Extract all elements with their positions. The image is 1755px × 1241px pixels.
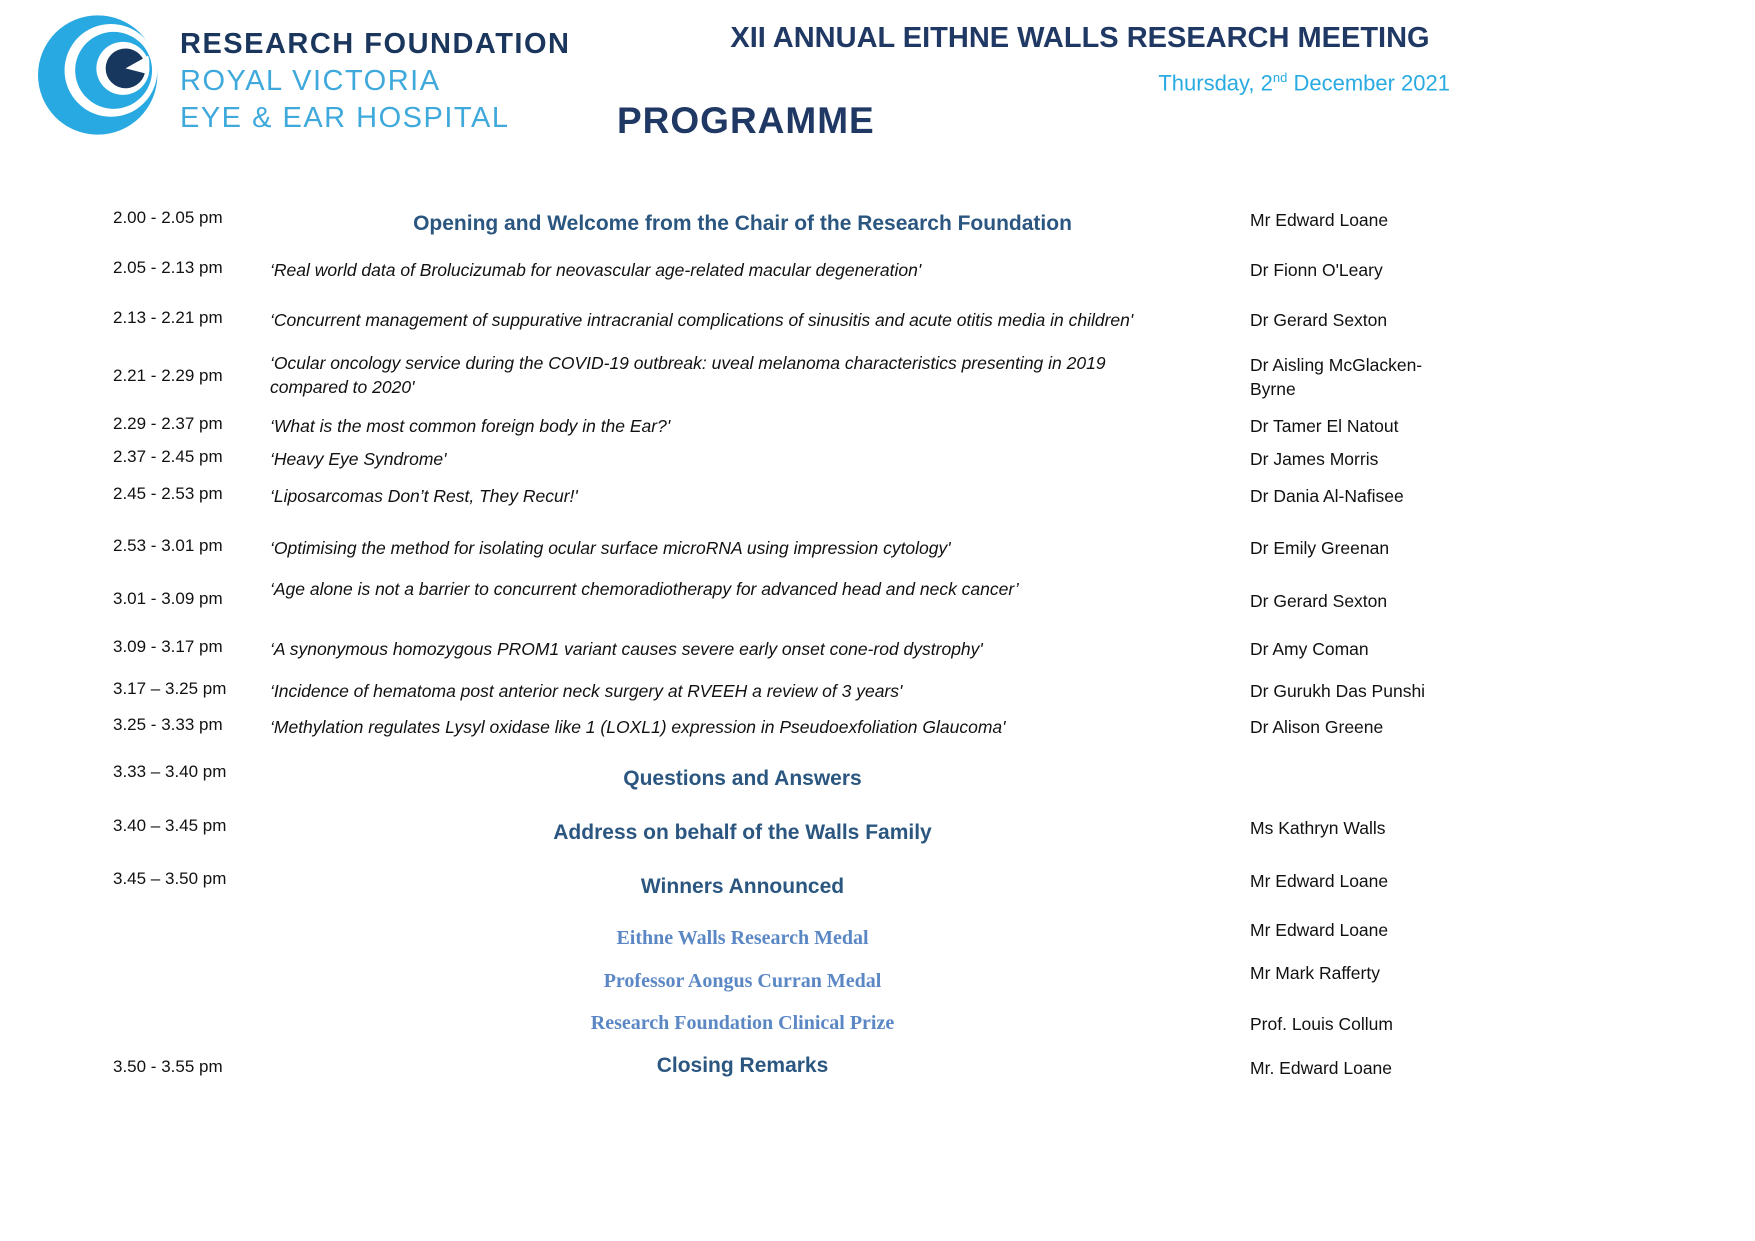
time-slot: 2.13 - 2.21 pm [113, 308, 223, 327]
talk-title: ‘Optimising the method for isolating ocular surface microRNA using impression cytology' [270, 538, 951, 558]
speaker-name: Dr Aisling McGlacken-Byrne [1250, 355, 1423, 399]
talk-title-line1: ‘Ocular oncology service during the COVID-19 outbreak: uveal melanoma characteristics presenting in 2019 [270, 353, 1106, 373]
event-date [1000, 70, 1450, 96]
programme-heading: PROGRAMME [617, 100, 875, 141]
time-slot: 3.25 - 3.33 pm [113, 715, 223, 734]
speaker-name: Mr Edward Loane [1250, 871, 1389, 891]
speaker-name: Mr Edward Loane [1250, 920, 1389, 940]
time-slot: 2.00 - 2.05 pm [113, 208, 223, 227]
talk-title: ‘Real world data of Brolucizumab for neovascular age-related macular degeneration' [270, 260, 922, 280]
speaker-name: Dr Gerard Sexton [1250, 310, 1388, 330]
event-date-ordinal: nd [1272, 70, 1288, 85]
speaker-name: Ms Kathryn Walls [1250, 818, 1386, 838]
session-title: Address on behalf of the Walls Family [553, 821, 932, 844]
talk-title [270, 351, 1215, 399]
time-slot: 3.01 - 3.09 pm [113, 589, 223, 608]
time-slot: 2.21 - 2.29 pm [113, 366, 223, 385]
speaker-name: Dr Emily Greenan [1250, 538, 1390, 558]
event-date-suffix: December 2021 [1287, 70, 1450, 96]
speaker-name: Dr Gerard Sexton [1250, 591, 1388, 611]
page-title: XII ANNUAL EITHNE WALLS RESEARCH MEETING [730, 22, 1430, 54]
logo-line-royal-victoria: ROYAL VICTORIA [180, 65, 441, 97]
talk-title: ‘Incidence of hematoma post anterior neck surgery at RVEEH a review of 3 years' [270, 681, 903, 701]
award-title: Professor Aongus Curran Medal [603, 970, 882, 992]
session-title: Closing Remarks [656, 1054, 829, 1077]
time-slot: 3.45 – 3.50 pm [113, 869, 227, 888]
session-title: Winners Announced [640, 875, 845, 898]
time-slot: 2.53 - 3.01 pm [113, 536, 223, 555]
speaker-name: Dr Fionn O'Leary [1250, 260, 1383, 280]
speaker-name: Dr Dania Al-Nafisee [1250, 486, 1404, 506]
event-date-prefix: Thursday, 2 [1158, 70, 1273, 96]
time-slot: 2.37 - 2.45 pm [113, 447, 223, 466]
time-slot: 3.17 – 3.25 pm [113, 679, 227, 698]
talk-title: ‘A synonymous homozygous PROM1 variant causes severe early onset cone-rod dystrophy' [270, 639, 983, 659]
time-slot: 2.05 - 2.13 pm [113, 258, 223, 277]
eye-logo-icon [34, 14, 172, 141]
logo-line-eye-ear-hospital: EYE & EAR HOSPITAL [180, 102, 510, 134]
talk-title-line2: compared to 2020' [270, 377, 415, 397]
talk-title: ‘What is the most common foreign body in the Ear?' [270, 416, 671, 436]
speaker-name: Mr Edward Loane [1250, 210, 1389, 230]
speaker-name: Mr Mark Rafferty [1250, 963, 1380, 983]
talk-title: ‘Liposarcomas Don’t Rest, They Recur!' [270, 486, 578, 506]
speaker-name: Dr James Morris [1250, 449, 1379, 469]
award-title: Research Foundation Clinical Prize [590, 1012, 895, 1034]
logo-line-research-foundation: RESEARCH FOUNDATION [180, 28, 571, 60]
award-title: Eithne Walls Research Medal [616, 927, 869, 949]
talk-title: ‘Heavy Eye Syndrome' [270, 449, 447, 469]
speaker-name: Dr Gurukh Das Punshi [1250, 681, 1426, 701]
speaker-name: Prof. Louis Collum [1250, 1014, 1393, 1034]
time-slot: 3.09 - 3.17 pm [113, 637, 223, 656]
speaker-name: Dr Amy Coman [1250, 639, 1369, 659]
talk-title: ‘Methylation regulates Lysyl oxidase like 1 (LOXL1) expression in Pseudoexfoliation Glaucoma' [270, 717, 1006, 737]
speaker-name: Dr Alison Greene [1250, 717, 1384, 737]
time-slot: 3.50 - 3.55 pm [113, 1057, 223, 1076]
time-slot: 3.33 – 3.40 pm [113, 762, 227, 781]
speaker-name: Mr. Edward Loane [1250, 1058, 1393, 1078]
talk-title: ‘Concurrent management of suppurative intracranial complications of sinusitis and acute otitis media in children' [270, 310, 1134, 330]
speaker-name: Dr Tamer El Natout [1250, 416, 1399, 436]
logo-wordmark [180, 26, 570, 137]
session-title: Opening and Welcome from the Chair of the Research Foundation [413, 212, 1072, 235]
session-title: Questions and Answers [623, 767, 862, 790]
time-slot: 2.29 - 2.37 pm [113, 414, 223, 433]
time-slot: 3.40 – 3.45 pm [113, 816, 227, 835]
time-slot: 2.45 - 2.53 pm [113, 484, 223, 503]
talk-title: ‘Age alone is not a barrier to concurrent chemoradiotherapy for advanced head and neck cancer’ [270, 579, 1019, 599]
